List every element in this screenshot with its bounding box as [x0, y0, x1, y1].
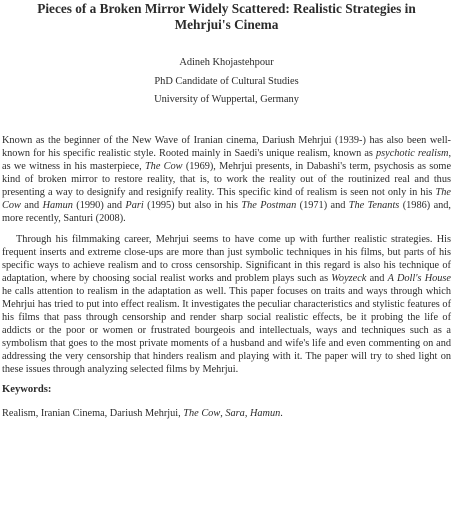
abstract-paragraph-2: Through his filmmaking career, Mehrjui seems to have come up with further realistic strategies. His frequent inserts and extreme close-ups are more than just symbolic techniques in his films, but parts of his specific ways to achieve realism and to cross censorship. Significant in this regard is also his technique of adaptation, where by choosing social realist works and problem plays such as Woyzeck and A Doll's House he calls attention to realism in the adaptation as well. This paper focuses on traits and ways through which Mehrjui has tried to put into effect realism. It investigates the peculiar characteristics and stylistic features of his films that pass through censorship and render sharp social realistic effects, be it probing the life of addicts or the poor or women or frustrated bourgeois and intellectuals, ways and techniques such as a symbolism that goes to the most private moments of a husband and wife's life and even commenting on and addressing the very censorship that hinders realism and playing with it. The paper will try to shed light on these issues through analyzing selected films by Mehrjui. — [2, 233, 451, 375]
italic-title-text: The Postman — [241, 199, 297, 211]
abstract-paragraph-1: Known as the beginner of the New Wave of Iranian cinema, Dariush Mehrjui (1939-) has also been well-known for his specific realistic style. Rooted mainly in Saedi's unique realism, known as psychotic realism, as we witness in his masterpiece, The Cow (1969), Mehrjui presents, in Dabashi's term, psychosis as some kind of broken mirror to restore reality, that is, to work the reality out of the routinized real and thus presenting a way to designify and resignify reality. This specific kind of realism is seen not only in his The Cow and Hamun (1990) and Pari (1995) but also in his The Postman (1971) and The Tenants (1986) and, more recently, Santuri (2008). — [2, 134, 452, 224]
italic-title-text: The Cow — [183, 407, 221, 419]
italic-title-text: Hamun — [249, 407, 281, 419]
italic-title-text: The Cow — [144, 160, 183, 172]
italic-title-text: The Cow — [2, 186, 451, 211]
author-block — [2, 54, 451, 110]
italic-title-text: The Tenants — [348, 199, 400, 211]
italic-title-text: Woyzeck — [331, 272, 367, 284]
paper-title: Pieces of a Broken Mirror Widely Scattered: Realistic Strategies in Mehrjui's Cinema — [37, 1, 416, 32]
italic-title-text: psychotic realism — [375, 147, 449, 159]
keywords-heading: Keywords: — [2, 383, 52, 395]
author-position: PhD Candidate of Cultural Studies — [154, 75, 299, 87]
italic-title-text: Sara — [225, 407, 245, 419]
author-name: Adineh Khojastehpour — [179, 57, 274, 68]
italic-title-text: Pari — [125, 199, 144, 211]
keywords-list: Realism, Iranian Cinema, Dariush Mehrjui, The Cow, Sara, Hamun. — [2, 407, 283, 419]
author-affiliation: University of Wuppertal, Germany — [154, 94, 299, 105]
italic-title-text: Hamun — [42, 199, 73, 211]
italic-title-text: A Doll's House — [387, 272, 451, 284]
